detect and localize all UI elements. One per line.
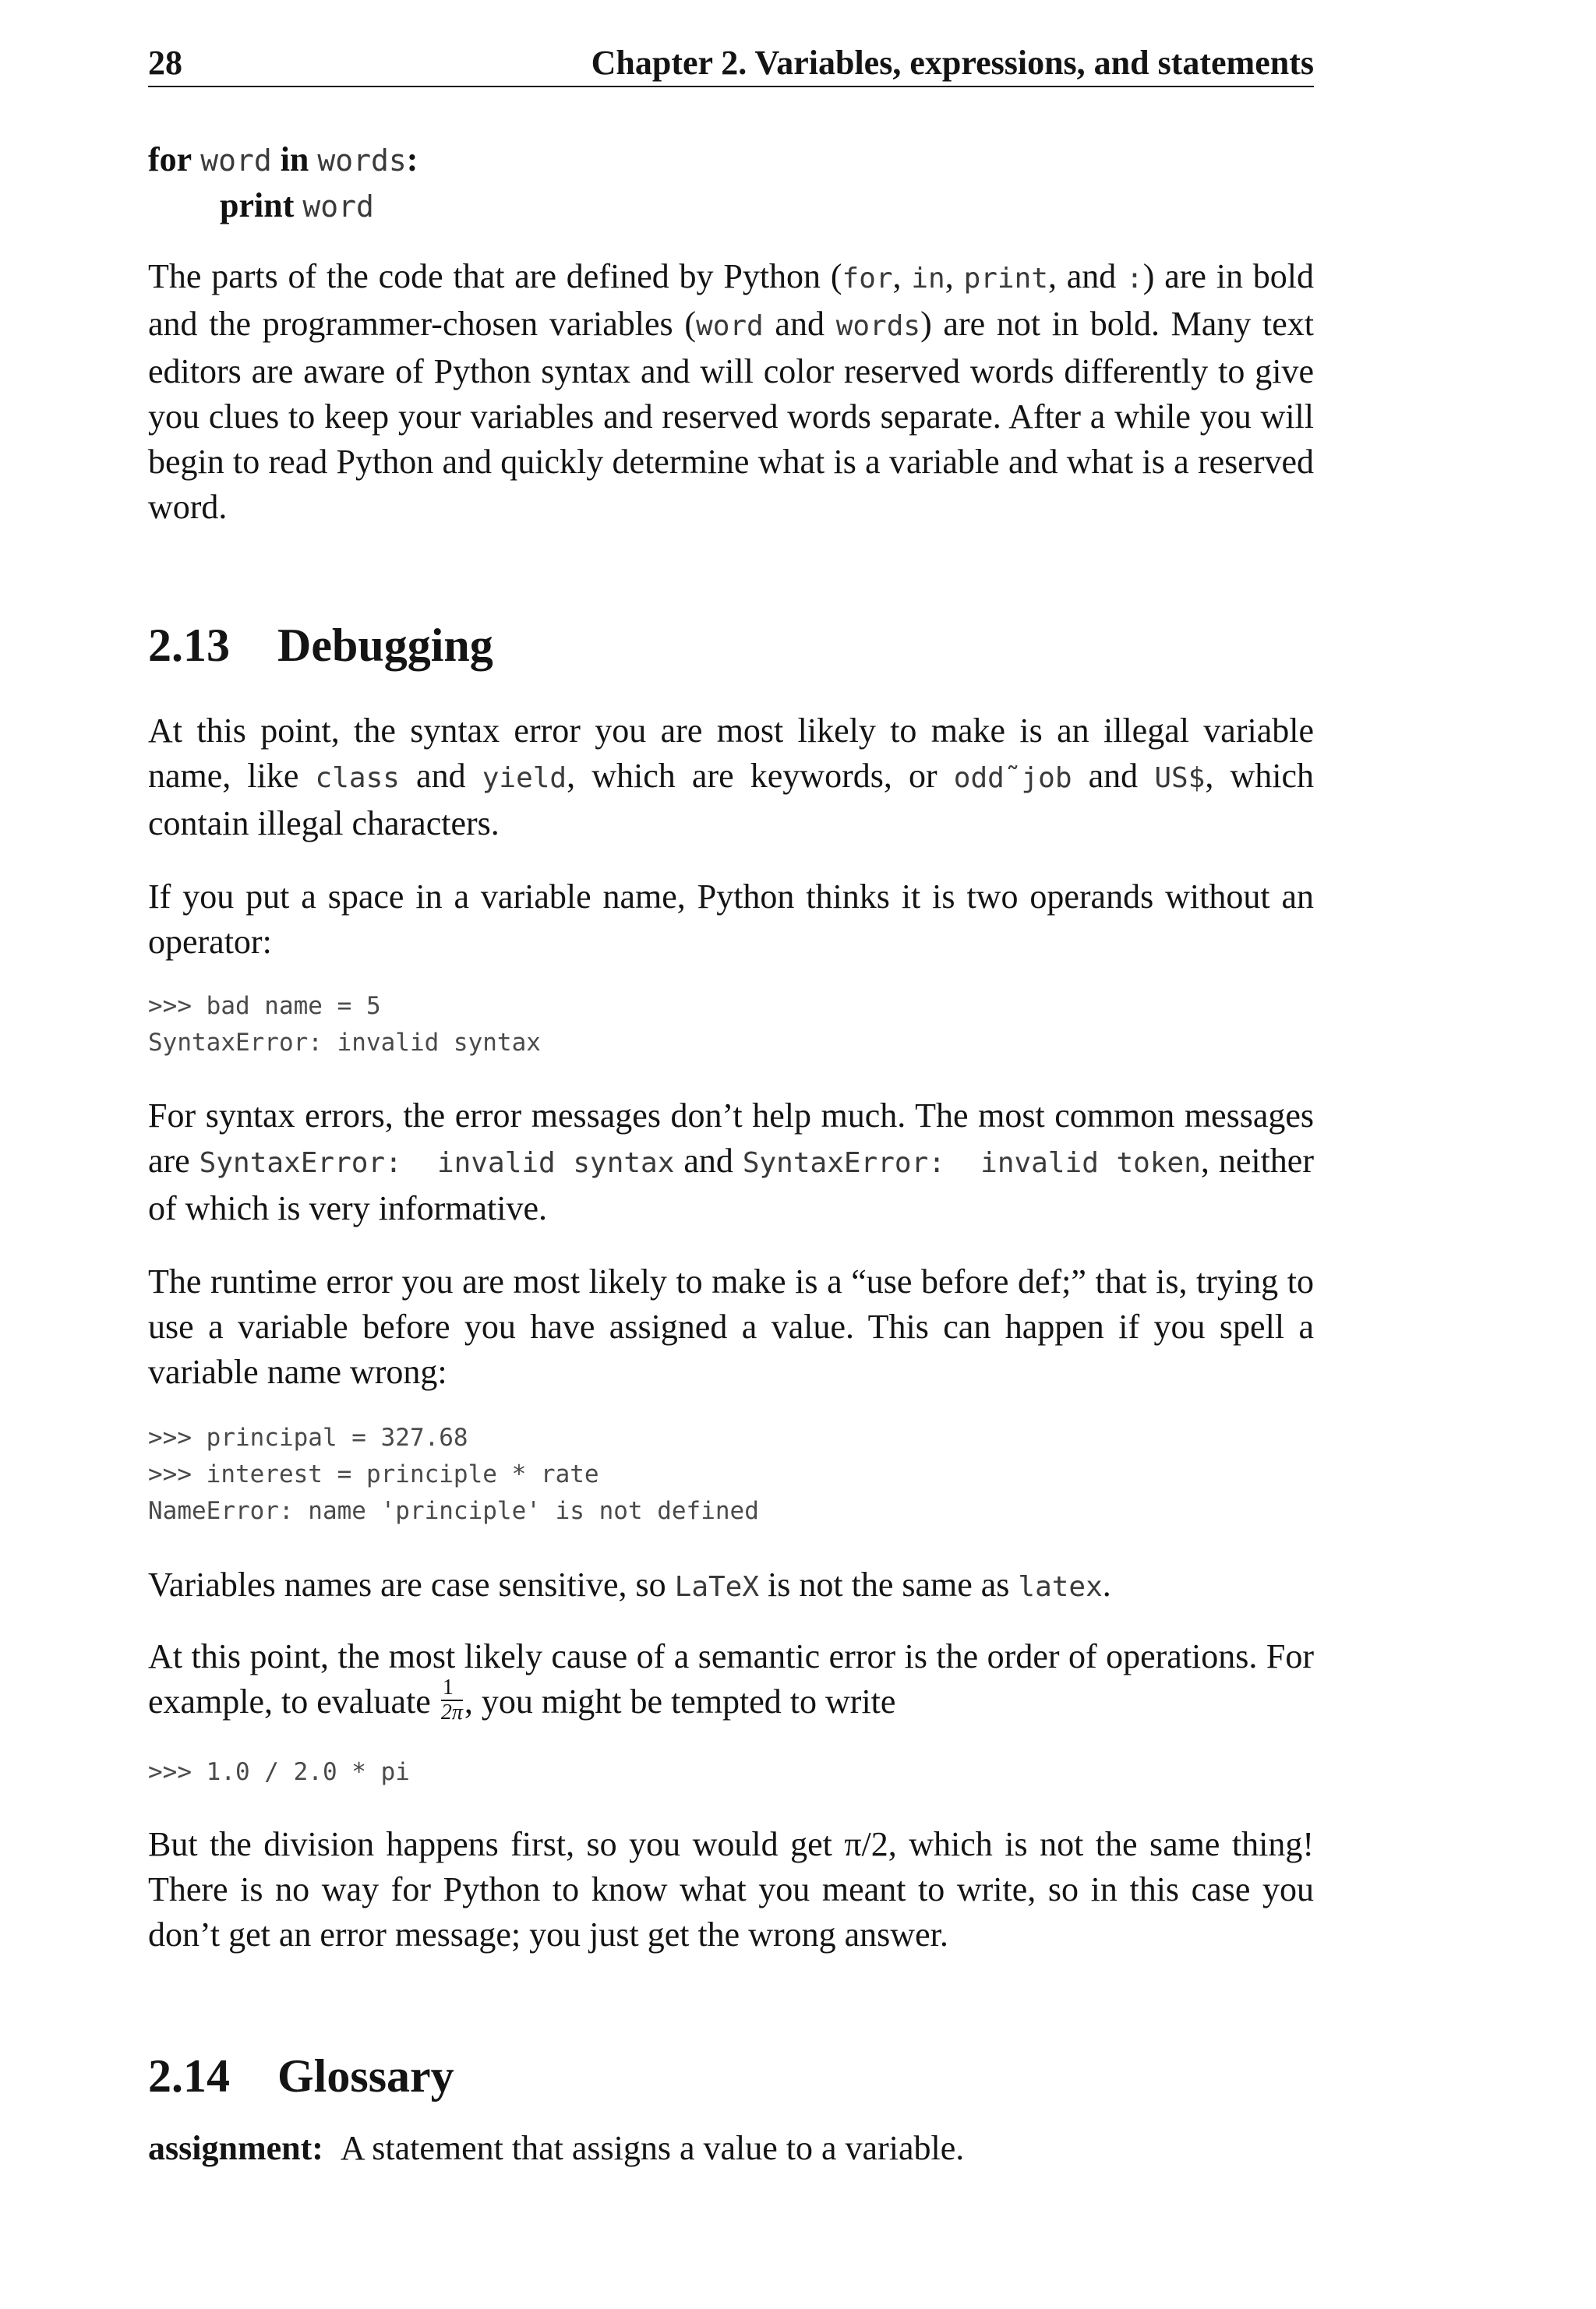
var-word: word [200, 143, 272, 178]
running-header [148, 41, 1314, 87]
code-principal: >>> principal = 327.68 >>> interest = principle * rate NameError: name 'principle' is not defined [148, 1424, 759, 1525]
section-number: 2.14 [148, 2050, 230, 2102]
colon: : [406, 140, 418, 178]
code-bad-name: >>> bad name = 5 SyntaxError: invalid syntax [148, 992, 541, 1057]
code-pi-division: >>> 1.0 / 2.0 * pi [148, 1758, 410, 1786]
code-loop-example [148, 137, 1314, 229]
keyword-in: in [280, 140, 309, 178]
section-heading-glossary [148, 2046, 1314, 2106]
var-words: words [317, 143, 407, 178]
paragraph-illegal-names: At this point, the syntax error you are most likely to make is an illegal variable name, like class and yield, which are keywords, or odd˜job and US$, which contain illegal characters. [148, 711, 1315, 842]
glossary-term: assignment: [148, 2129, 323, 2167]
section-title: Debugging [277, 620, 493, 671]
section-heading-debugging [148, 616, 1314, 675]
fraction-one-over-two-pi: $\frac{1}{2\pi}$ [440, 1675, 463, 1725]
page-number: 28 [148, 44, 182, 82]
chapter-title: Chapter 2. Variables, expressions, and statements [591, 44, 1314, 82]
paragraph-space-in-name: If you put a space in a variable name, Python thinks it is two operands without an operator: [148, 877, 1314, 961]
paragraph-syntax-color: The parts of the code that are defined by Python (for, in, print, and :) are in bold and the programmer-chosen variables (word and words) are not in bold. Many text editors are aware of Python syntax and will color reserved words differently to give you clues to keep your variables and reserved words separate. After a while you will begin to read Python and quickly determine what is a variable and what is a reserved word. [148, 257, 1315, 526]
keyword-print: print [220, 186, 295, 224]
glossary-entry-assignment [148, 2126, 1314, 2171]
paragraph-order-of-operations: At this point, the most likely cause of a semantic error is the order of operations. For example, to evaluate $\frac{1}{2\pi}$ , you might be tempted to write [148, 1637, 1314, 1725]
paragraph-case-sensitive: Variables names are case sensitive, so LaTeX is not the same as latex. [148, 1566, 1111, 1604]
glossary-definition: A statement that assigns a value to a variable. [340, 2129, 965, 2167]
section-number: 2.13 [148, 620, 230, 671]
code-line-for [148, 137, 1314, 183]
section-title: Glossary [277, 2050, 454, 2102]
code-line-print [148, 183, 1314, 229]
paragraph-division-first: But the division happens first, so you would get π/2, which is not the same thing! There is no way for Python to know what you meant to write, so in this case you don’t get an error message; you just get the wrong answer. [148, 1825, 1314, 1954]
paragraph-runtime-error: The runtime error you are most likely to make is a “use before def;” that is, trying to use a variable before you have assigned a value. This can happen if you spell a variable name wrong: [148, 1262, 1314, 1391]
paragraph-error-messages: For syntax errors, the error messages don’t help much. The most common messages are SyntaxError: invalid syntax and SyntaxError: invalid token, neither of which is very informative. [148, 1096, 1314, 1227]
keyword-for: for [148, 140, 192, 178]
var-word-2: word [302, 189, 374, 224]
